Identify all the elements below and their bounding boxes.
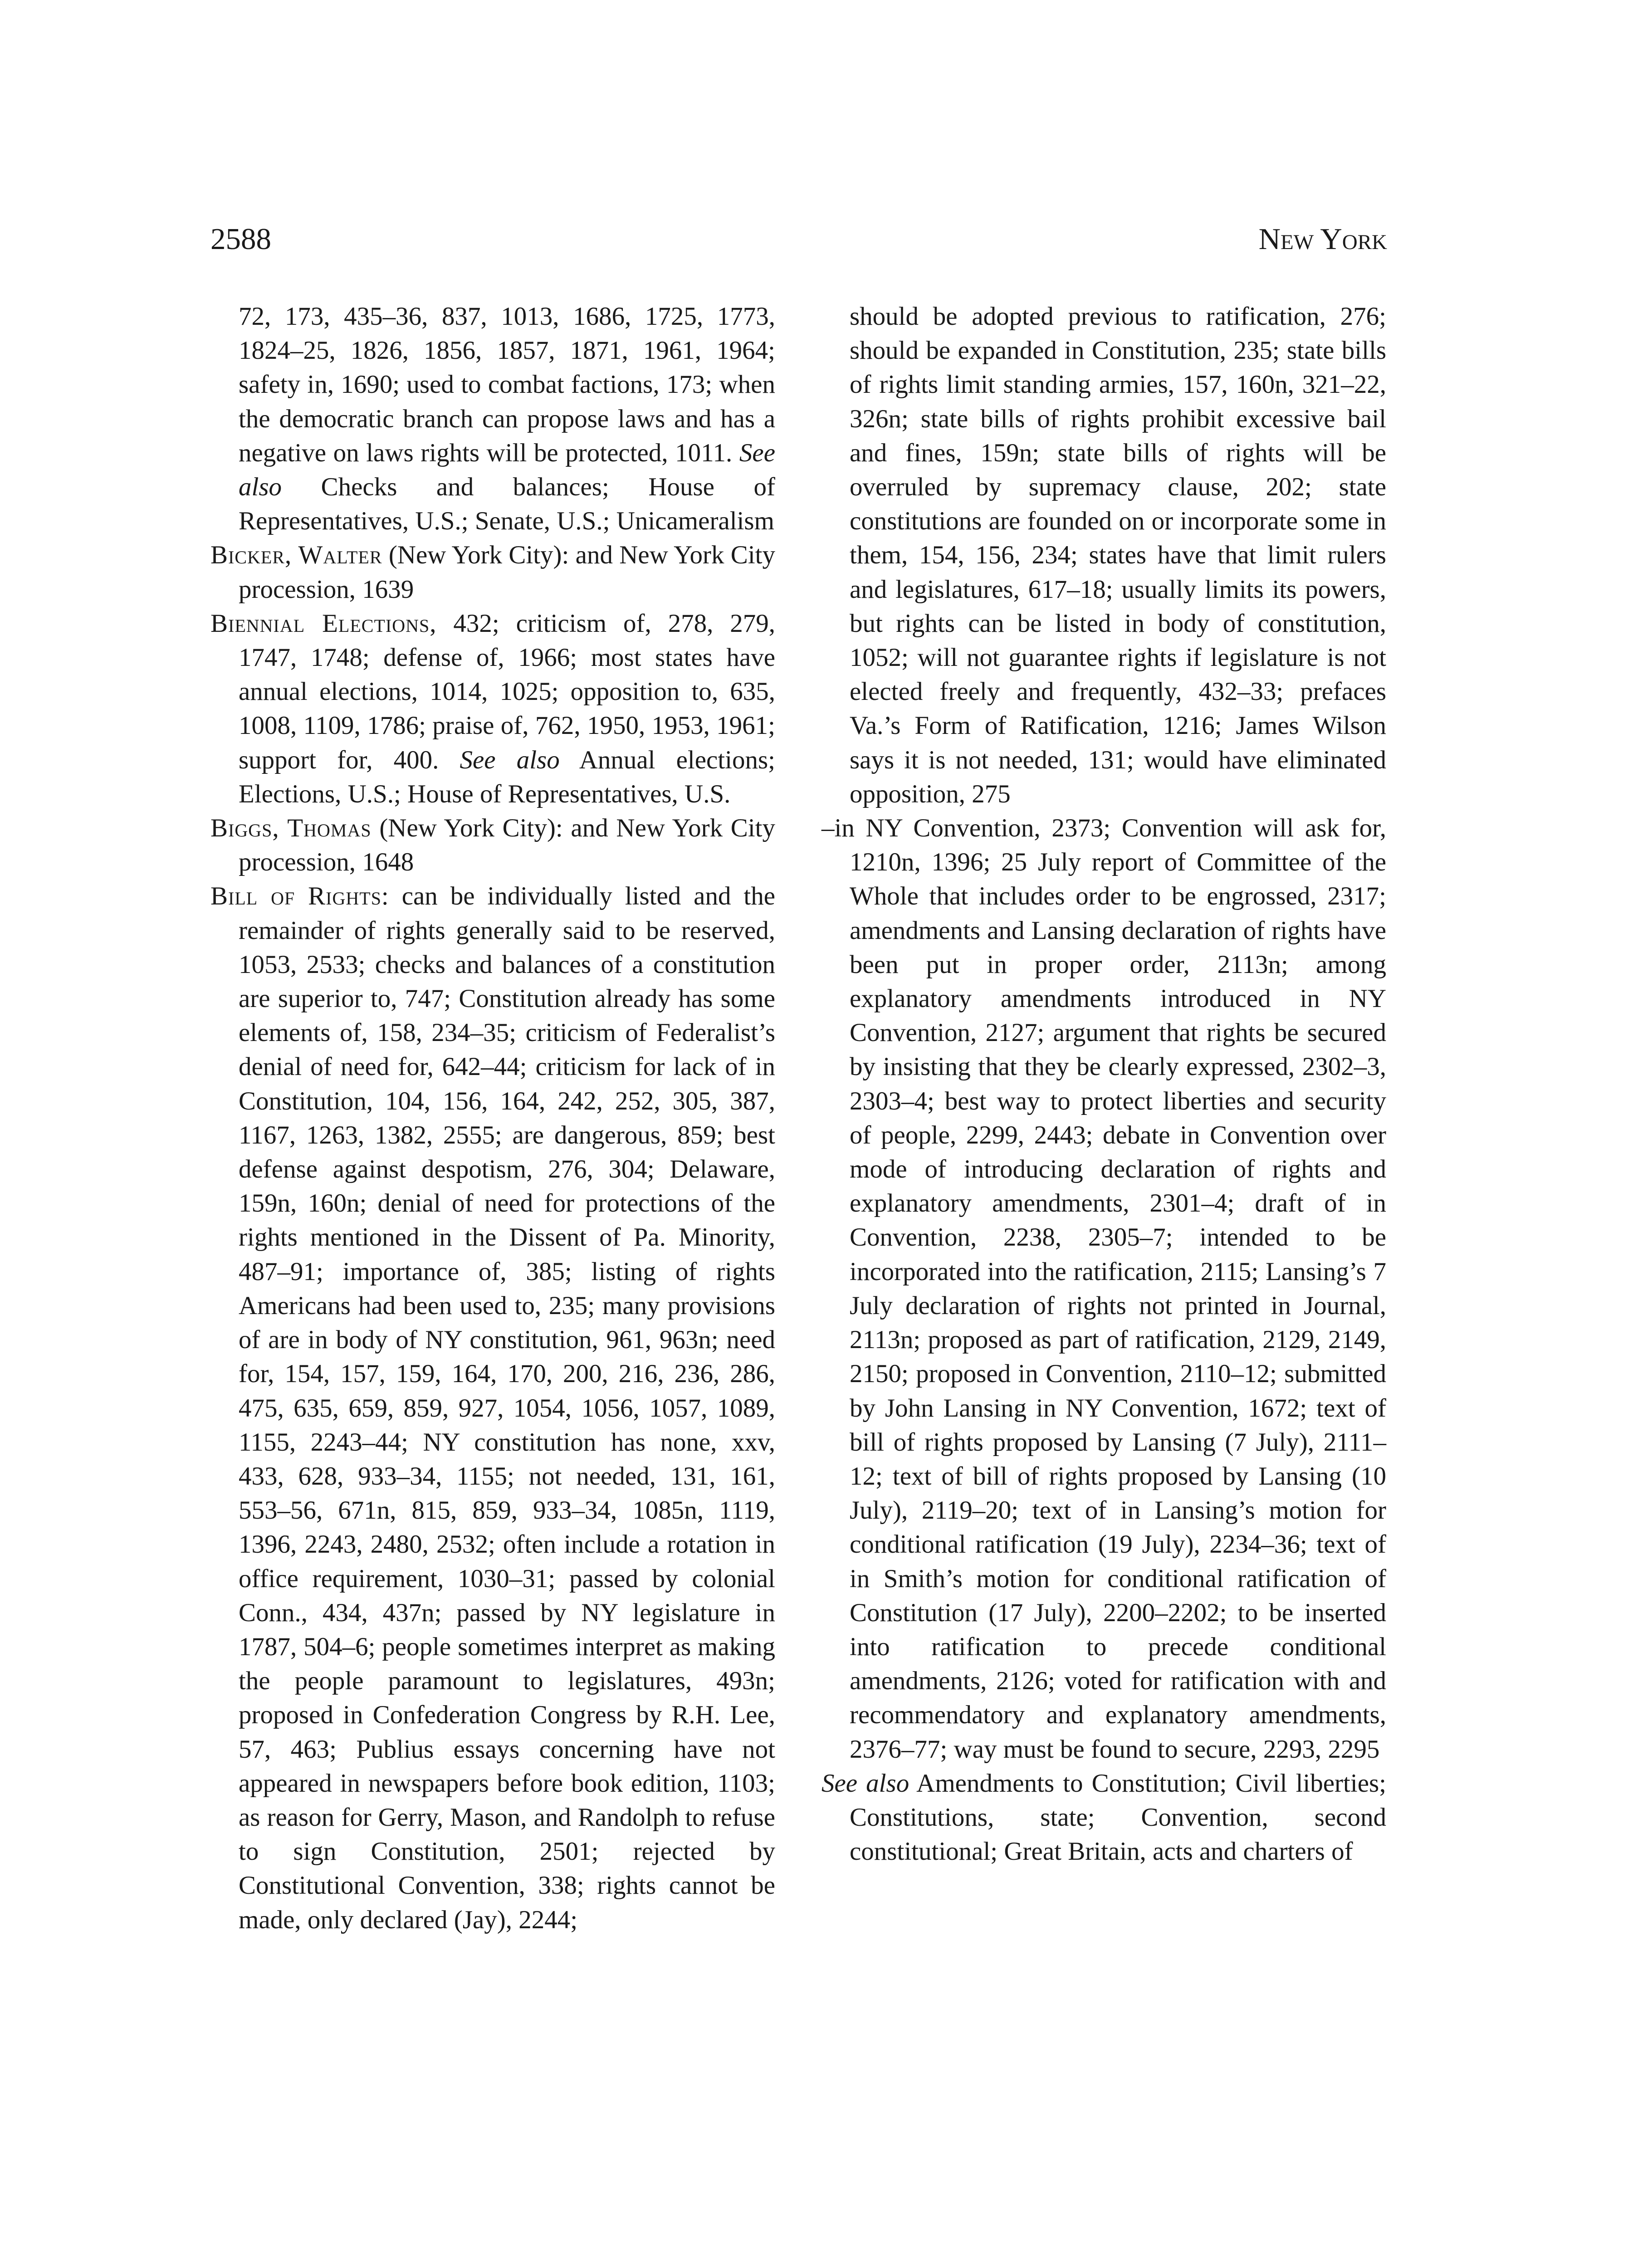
entry-text: (New York City): and New York City procession, 1639: [239, 541, 775, 604]
headword: Bill of Rights:: [210, 882, 389, 911]
see-also-label: See also: [460, 745, 560, 774]
index-entry-bill-of-rights: [210, 879, 775, 1936]
see-also-text: Checks and balances; House of Representatives, U.S.; Senate, U.S.; Unicameralism: [239, 473, 776, 536]
index-entry-biggs: [210, 811, 775, 879]
sub-entry-ny-convention: [821, 811, 1386, 1766]
page-header: [210, 219, 1387, 259]
see-also-entry: [821, 1766, 1386, 1869]
entry-text: can be individually listed and the remainder of rights generally said to be reserved, 1053, 2533; checks and balances of a constitution are superior to, 747; Constitution already has some elements of, 158, 234–35; criticism of Federalist’s denial of need for, 642–44; criticism for lack of in Constitution, 104, 156, 164, 242, 252, 305, 387, 1167, 1263, 1382, 2555; are dangerous, 859; best defense against despotism, 276, 304; Delaware, 159n, 160n; denial of need for protections of the rights mentioned in the Dissent of Pa. Minority, 487–91; importance of, 385; listing of rights Americans had been used to, 235; many provisions of are in body of NY constitution, 961, 963n; need for, 154, 157, 159, 164, 170, 200, 216, 236, 286, 475, 635, 659, 859, 927, 1054, 1056, 1057, 1089, 1155, 2243–44; NY constitution has none, xxv, 433, 628, 933–34, 1155; not needed, 131, 161, 553–56, 671n, 815, 859, 933–34, 1085n, 1119, 1396, 2243, 2480, 2532; often include a rotation in office requirement, 1030–31; passed by colonial Conn., 434, 437n; passed by NY legislature in 1787, 504–6; people sometimes interpret as making the people paramount to legislatures, 493n; proposed in Confederation Congress by R.H. Lee, 57, 463; Publius essays concerning have not appeared in newspapers before book edition, 1103; as reason for Gerry, Mason, and Randolph to refuse to sign Constitution, 2501; rejected by Constitutional Convention, 338; rights cannot be made, only declared (Jay), 2244;: [239, 882, 776, 1934]
see-also-text: Amendments to Constitution; Civil liberties; Constitutions, state; Convention, second constitutional; Great Britain, acts and charters of: [850, 1769, 1387, 1866]
page-number: 2588: [210, 222, 271, 256]
sub-entry-text: –in NY Convention, 2373; Convention will ask for, 1210n, 1396; 25 July report of Committee of the Whole that includes order to be engrossed, 2317; amendments and Lansing declaration of rights have been put in proper order, 2113n; among explanatory amendments introduced in NY Convention, 2127; argument that rights be secured by insisting that they be clearly expressed, 2302–3, 2303–4; best way to protect liberties and security of people, 2299, 2443; debate in Convention over mode of introducing declaration of rights and explanatory amendments, 2301–4; draft of in Convention, 2238, 2305–7; intended to be incorporated into the ratification, 2115; Lansing’s 7 July declaration of rights not printed in Journal, 2113n; proposed as part of ratification, 2129, 2149, 2150; proposed in Convention, 2110–12; submitted by John Lansing in NY Convention, 1672; text of bill of rights proposed by Lansing (7 July), 2111–12; text of bill of rights proposed by Lansing (10 July), 2119–20; text of in Lansing’s motion for conditional ratification (19 July), 2234–36; text of in Smith’s motion for conditional ratification of Constitution (17 July), 2200–2202; to be inserted into ratification to precede conditional amendments, 2126; voted for ratification with and recommendatory and explanatory amendments, 2376–77; way must be found to secure, 2293, 2295: [821, 814, 1386, 1764]
entry-text: 432; criticism of, 278, 279, 1747, 1748; defense of, 1966; most states have annual elections, 1014, 1025; opposition to, 635, 1008, 1109, 1786; praise of, 762, 1950, 1953, 1961; support for, 400.: [239, 609, 776, 774]
continuation-text: 72, 173, 435–36, 837, 1013, 1686, 1725, 1773, 1824–25, 1826, 1856, 1857, 1871, 1961, 1964; safety in, 1690; used to combat factions, 173; when the democratic branch can propose laws and has a negative on laws rights will be protected, 1011.: [239, 302, 775, 467]
right-column: [821, 299, 1386, 1868]
index-entry-bicker: [210, 538, 775, 606]
continuation-text: should be adopted previous to ratification, 276; should be expanded in Constitution, 235; state bills of rights limit standing armies, 157, 160n, 321–22, 326n; state bills of rights prohibit excessive bail and fines, 159n; state bills of rights will be overruled by supremacy clause, 202; state constitutions are founded on or incorporate some in them, 154, 156, 234; states have that limit rulers and legislatures, 617–18; usually limits its powers, but rights can be listed in body of constitution, 1052; will not guarantee rights if legislature is not elected freely and frequently, 432–33; prefaces Va.’s Form of Ratification, 1216; James Wilson says it is not needed, 131; would have eliminated opposition, 275: [850, 302, 1386, 808]
see-also-label: See also: [821, 1769, 909, 1798]
index-entry-biennial-elections: [210, 606, 775, 811]
see-also-text: Annual elections; Elections, U.S.; House of Representatives, U.S.: [239, 745, 776, 808]
see-also-label: See also: [239, 438, 775, 502]
headword: Bicker, Walter: [210, 541, 382, 570]
entry-continuation: [210, 299, 775, 538]
left-column: [210, 299, 775, 1937]
entry-continuation: [821, 299, 1386, 811]
entry-text: (New York City): and New York City procession, 1648: [239, 814, 775, 877]
headword: Biennial Elections,: [210, 609, 437, 638]
headword: Biggs, Thomas: [210, 814, 372, 843]
running-head: New York: [1258, 222, 1387, 256]
